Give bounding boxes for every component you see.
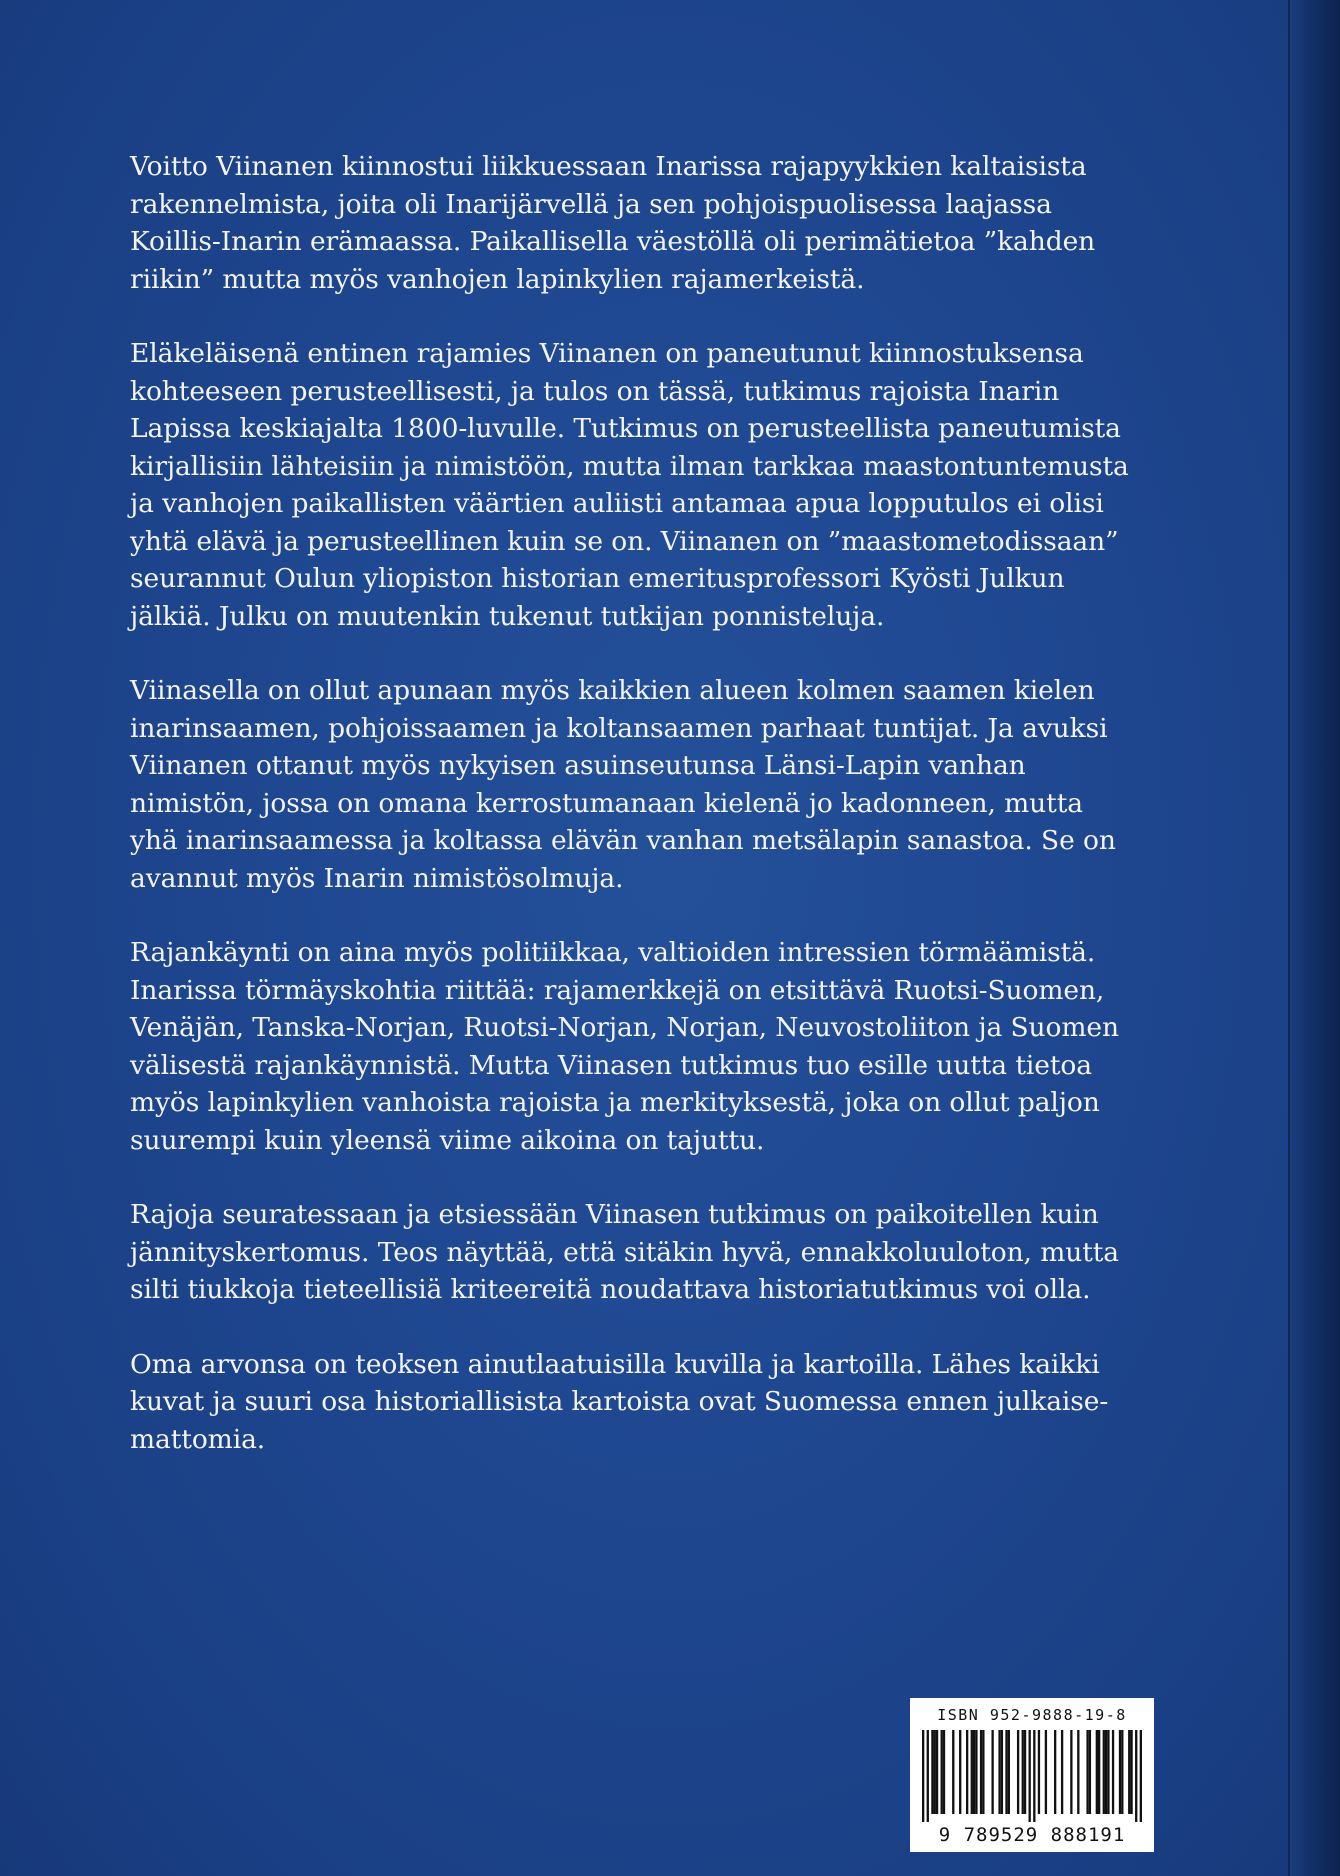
text-line: myös lapinkylien vanhoista rajoista ja merkityksestä, joka on ollut paljon	[130, 1087, 1100, 1118]
barcode-bars	[922, 1730, 1142, 1822]
barcode-bar	[1112, 1730, 1114, 1814]
barcode-bar	[1105, 1730, 1107, 1814]
paragraph-5	[130, 1196, 1154, 1309]
text-line: Venäjän, Tanska-Norjan, Ruotsi-Norjan, Norjan, Neuvostoliiton ja Suomen	[130, 1012, 1119, 1043]
barcode-bar	[1054, 1730, 1056, 1814]
text-line: avannut myös Inarin nimistösolmuja.	[130, 862, 624, 894]
text-line: Voitto Viinanen kiinnostui liikkuessaan Inarissa rajapyykkien kaltaisista	[130, 151, 1087, 182]
barcode-bar	[1135, 1730, 1137, 1822]
barcode-bar	[1107, 1730, 1109, 1814]
text-line: Inarissa törmäyskohtia riittää: rajamerkkejä on etsittävä Ruotsi-Suomen,	[130, 974, 1105, 1006]
text-line: seurannut Oulun yliopiston historian emeritusprofessori Kyösti Julkun	[130, 563, 1065, 594]
barcode-bar	[971, 1730, 973, 1814]
barcode-bar	[973, 1730, 975, 1814]
barcode-bar	[927, 1730, 929, 1822]
paragraph-4	[130, 934, 1154, 1159]
barcode-bar	[1119, 1730, 1121, 1814]
text-line: kuvat ja suuri osa historiallisista kartoista ovat Suomessa ennen julkaise-	[130, 1386, 1109, 1417]
barcode-bar	[1017, 1730, 1019, 1814]
barcode-bar	[931, 1730, 933, 1814]
paragraph-6	[130, 1346, 1154, 1459]
barcode-bar	[1086, 1730, 1088, 1814]
text-line: kirjallisiin lähteisiin ja nimistöön, mutta ilman tarkkaa maastontuntemusta	[130, 450, 1129, 482]
text-line: Viinanen ottanut myös nykyisen asuinseutunsa Länsi-Lapin vanhan	[130, 750, 1026, 781]
barcode-bar	[982, 1730, 984, 1814]
text-line: Rajankäynti on aina myös politiikkaa, valtioiden intressien törmäämistä.	[130, 937, 1096, 968]
text-line: silti tiukkoja tieteellisiä kriteereitä noudattava historiatutkimus voi olla.	[130, 1274, 1091, 1305]
barcode-bar	[1121, 1730, 1123, 1814]
barcode-bar	[1045, 1730, 1047, 1814]
text-line: yhä inarinsaamessa ja koltassa elävän vanhan metsälapin sanastoa. Se on	[130, 825, 1116, 856]
barcode-bar	[1029, 1730, 1031, 1822]
barcode-bar	[1096, 1730, 1098, 1814]
spine-edge	[1288, 0, 1340, 1876]
text-line: Eläkeläisenä entinen rajamies Viinanen on paneutunut kiinnostuksensa	[130, 338, 1084, 369]
text-line: rakennelmista, joita oli Inarijärvellä ja sen pohjoispuolisessa laajassa	[130, 188, 1052, 220]
barcode-bar	[1077, 1730, 1079, 1814]
text-line: jännityskertomus. Teos näyttää, että sitäkin hyvä, ennakkoluuloton, mutta	[130, 1236, 1119, 1268]
text-line: Lapissa keskiajalta 1800-luvulle. Tutkimus on perusteellista paneutumista	[130, 413, 1121, 444]
barcode-bar	[1140, 1730, 1142, 1822]
barcode-bar	[936, 1730, 938, 1814]
text-line: Viinasella on ollut apunaan myös kaikkien alueen kolmen saamen kielen	[130, 675, 1095, 706]
text-line: Oma arvonsa on teoksen ainutlaatuisilla kuvilla ja kartoilla. Lähes kaikki	[130, 1348, 1100, 1380]
barcode-bar	[991, 1730, 993, 1814]
barcode-bar	[1098, 1730, 1100, 1814]
barcode-bar	[998, 1730, 1000, 1814]
barcode-bar	[1024, 1730, 1026, 1814]
text-line: jälkiä. Julku on muutenkin tukenut tutkijan ponnisteluja.	[130, 600, 885, 632]
barcode-bar	[1038, 1730, 1040, 1814]
barcode-bar	[1005, 1730, 1007, 1814]
barcode-bar	[943, 1730, 945, 1814]
barcode-bar	[934, 1730, 936, 1814]
text-line: Rajoja seuratessaan ja etsiessään Viinasen tutkimus on paikoitellen kuin	[130, 1199, 1099, 1230]
barcode-bar	[966, 1730, 968, 1814]
barcode-bar	[1103, 1730, 1105, 1814]
text-line: ja vanhojen paikallisten väärtien auliisti antamaa apua lopputulos ei olisi	[130, 488, 1104, 519]
blurb-text	[130, 148, 1154, 1495]
text-line: mattomia.	[130, 1423, 266, 1455]
text-line: nimistön, jossa on omana kerrostumanaan kielenä jo kadonneen, mutta	[130, 787, 1083, 819]
isbn-barcode	[910, 1698, 1154, 1852]
barcode-bar	[1033, 1730, 1035, 1822]
barcode-bar	[952, 1730, 954, 1814]
text-line: inarinsaamen, pohjoissaamen ja koltansaamen parhaat tuntijat. Ja avuksi	[130, 712, 1108, 744]
barcode-bar	[980, 1730, 982, 1814]
barcode-bar	[1130, 1730, 1132, 1814]
barcode-bar	[975, 1730, 977, 1814]
text-line: välisestä rajankäynnistä. Mutta Viinasen tutkimus tuo esille uutta tietoa	[130, 1049, 1092, 1081]
barcode-bar	[1008, 1730, 1010, 1814]
barcode-bar	[959, 1730, 961, 1814]
paragraph-1	[130, 148, 1154, 298]
barcode-bar	[1089, 1730, 1091, 1814]
barcode-bar	[1070, 1730, 1072, 1814]
text-line: yhtä elävä ja perusteellinen kuin se on. Viinanen on ”maastometodissaan”	[130, 525, 1119, 557]
paragraph-3	[130, 672, 1154, 897]
paragraph-2	[130, 335, 1154, 635]
text-line: kohteeseen perusteellisesti, ja tulos on tässä, tutkimus rajoista Inarin	[130, 375, 1060, 407]
ean-digits: 9 789529 888191	[938, 1824, 1126, 1846]
barcode-bar	[1001, 1730, 1003, 1814]
barcode-bar	[1128, 1730, 1130, 1814]
text-line: Koillis-Inarin erämaassa. Paikallisella väestöllä oli perimätietoa ”kahden	[130, 226, 1096, 257]
barcode-bar	[941, 1730, 943, 1814]
barcode-bar	[922, 1730, 924, 1822]
text-line: riikin” mutta myös vanhojen lapinkylien rajamerkeistä.	[130, 263, 865, 295]
isbn-label: ISBN 952-9888-19-8	[937, 1706, 1127, 1724]
text-line: suurempi kuin yleensä viime aikoina on tajuttu.	[130, 1124, 765, 1156]
barcode-bar	[1061, 1730, 1063, 1814]
barcode-bar	[1022, 1730, 1024, 1814]
